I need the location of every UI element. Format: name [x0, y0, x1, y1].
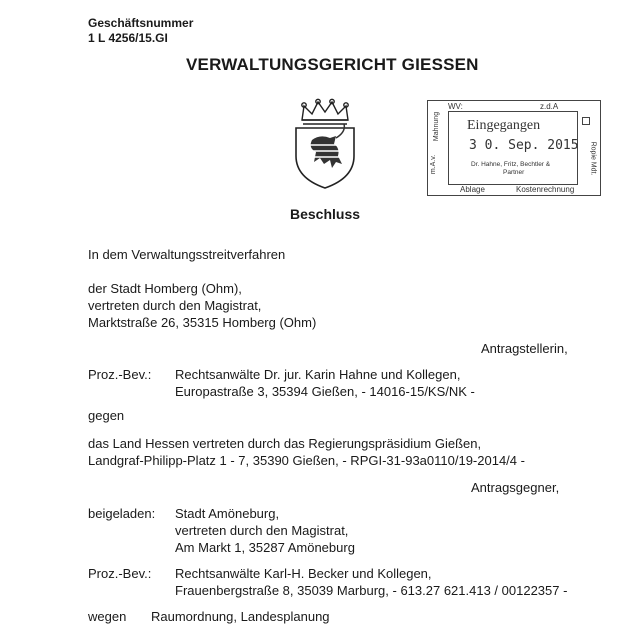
stamp-kostenrechnung: Kostenrechnung	[516, 185, 575, 194]
respondent-address: Landgraf-Philipp-Platz 1 - 7, 35390 Gießen, - RPGI-31-93a0110/19-2014/4 -	[88, 453, 525, 468]
intro-text: In dem Verwaltungsstreitverfahren	[88, 247, 286, 262]
case-number-label: Geschäftsnummer	[88, 16, 194, 30]
court-title: VERWALTUNGSGERICHT GIESSEN	[186, 55, 479, 74]
against-text: gegen	[88, 408, 125, 423]
stamp-received: Eingegangen	[467, 118, 541, 133]
stamp-wv: WV:	[448, 102, 463, 111]
applicant-counsel-address: Europastraße 3, 35394 Gießen, - 14016-15/KS/NK -	[175, 384, 475, 399]
respondent-name: das Land Hessen vertreten durch das Regierungspräsidium Gießen,	[88, 436, 482, 451]
joined-counsel-label: Proz.-Bev.:	[88, 566, 152, 581]
coat-of-arms-icon	[290, 98, 360, 190]
respondent-role: Antragsgegner,	[471, 480, 560, 495]
applicant-counsel-name: Rechtsanwälte Dr. jur. Karin Hahne und Kollegen,	[175, 367, 461, 382]
case-number: 1 L 4256/15.GI	[88, 31, 168, 45]
document-heading: Beschluss	[290, 206, 361, 222]
received-stamp	[427, 100, 601, 196]
applicant-name: der Stadt Homberg (Ohm),	[88, 281, 242, 296]
applicant-role: Antragstellerin,	[481, 341, 568, 356]
stamp-firm-line2: Partner	[503, 169, 525, 176]
stamp-ablage: Ablage	[460, 185, 485, 194]
joined-label: beigeladen:	[88, 506, 156, 521]
stamp-date: 3 0. Sep. 2015	[469, 138, 579, 153]
subject-label: wegen	[88, 609, 127, 624]
stamp-inner-box	[448, 111, 578, 185]
applicant-address: Marktstraße 26, 35315 Homberg (Ohm)	[88, 315, 317, 330]
stamp-mav: m.A.v.	[430, 154, 438, 175]
stamp-mahnung: Mahnung	[433, 111, 441, 142]
joined-name: Stadt Amöneburg,	[175, 506, 280, 521]
stamp-firm-line1: Dr. Hahne, Fritz, Bechtler &	[471, 161, 551, 168]
stamp-checkbox	[582, 117, 590, 125]
joined-counsel-name: Rechtsanwälte Karl-H. Becker und Kollegen,	[175, 566, 432, 581]
applicant-counsel-label: Proz.-Bev.:	[88, 367, 152, 382]
stamp-zda: z.d.A	[540, 102, 559, 111]
joined-counsel-address: Frauenbergstraße 8, 35039 Marburg, - 613.27 621.413 / 00122357 -	[175, 583, 568, 598]
subject-value: Raumordnung, Landesplanung	[151, 609, 330, 624]
applicant-representative: vertreten durch den Magistrat,	[88, 298, 262, 313]
stamp-ropie: Ropie Mdt.	[589, 141, 597, 176]
joined-representative: vertreten durch den Magistrat,	[175, 523, 349, 538]
joined-address: Am Markt 1, 35287 Amöneburg	[175, 540, 355, 555]
